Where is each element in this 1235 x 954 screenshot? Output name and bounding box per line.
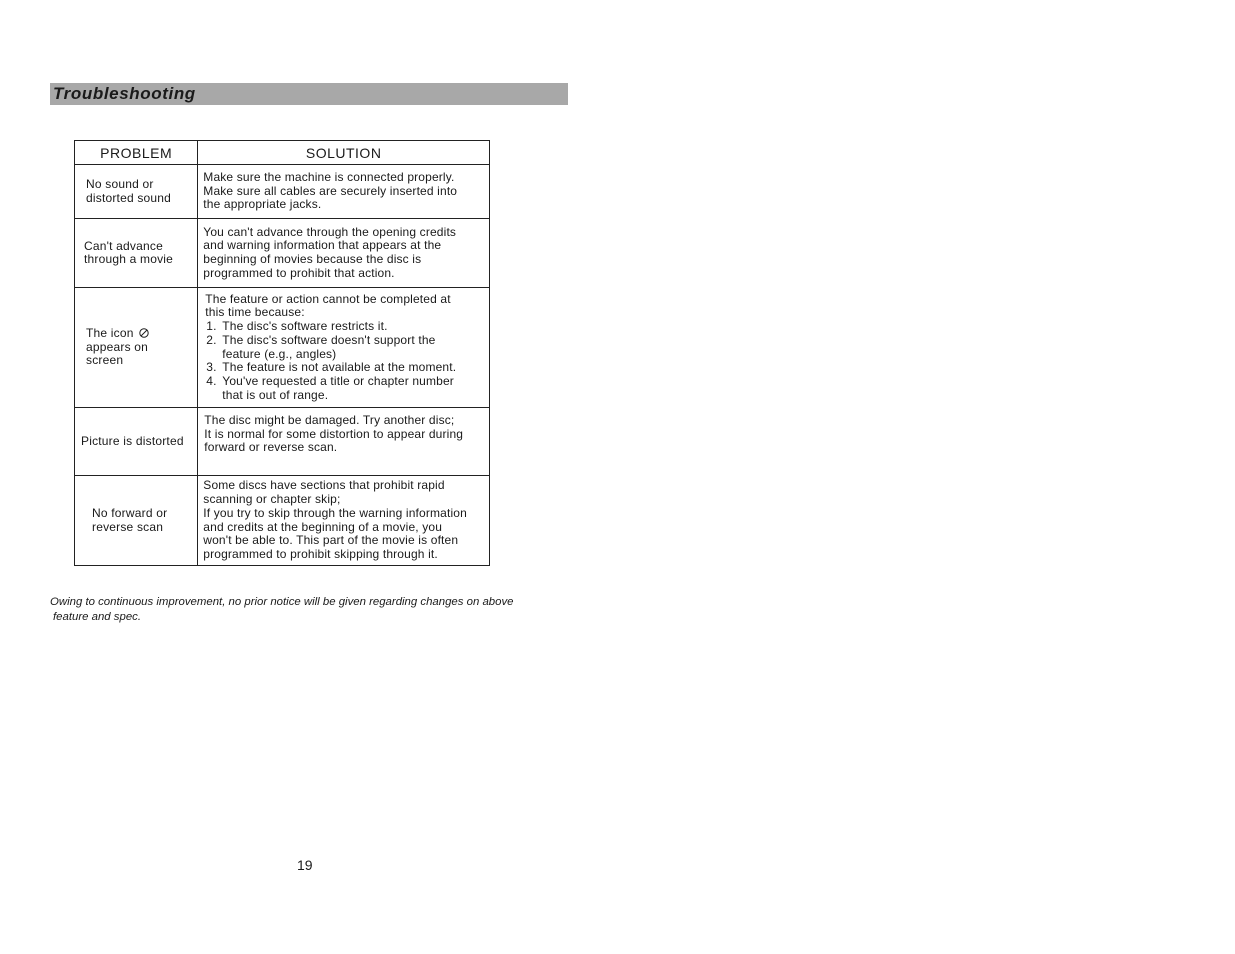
list-item [205, 361, 487, 375]
solution-text: Make sure the machine is connected properly. [203, 169, 455, 184]
solution-cell [198, 476, 490, 566]
solution-text: beginning of movies because the disc is [203, 252, 422, 266]
list-number: 4. [206, 373, 217, 388]
footnote-line: feature and spec. [53, 610, 142, 623]
solution-text: won't be able to. This part of the movie is often [203, 533, 459, 548]
problem-text: distorted sound [86, 190, 172, 205]
list-item-text: The feature is not available at the moment. [222, 360, 457, 375]
list-item-text: feature (e.g., angles) [222, 346, 337, 361]
table-row [75, 408, 490, 476]
table-row [75, 288, 490, 408]
prohibited-circle-icon [139, 328, 149, 338]
problem-cell [75, 476, 198, 566]
problem-cell [75, 219, 198, 288]
table-row [75, 476, 490, 566]
list-item [205, 320, 487, 334]
solution-text: The feature or action cannot be completed at [205, 291, 451, 306]
problem-text: No sound or [86, 177, 154, 191]
solution-text: The disc might be damaged. Try another disc; [204, 413, 455, 427]
solution-text: If you try to skip through the warning information [203, 505, 467, 520]
list-item-text: You've requested a title or chapter number [222, 373, 454, 388]
list-item-text: The disc's software doesn't support the [222, 332, 436, 347]
list-item-text: that is out of range. [222, 387, 329, 402]
problem-cell [75, 165, 198, 219]
solution-cell [198, 165, 490, 219]
problem-text: appears on [86, 339, 149, 354]
list-number: 3. [206, 360, 217, 375]
problem-text: screen [86, 353, 124, 368]
footnote-line: Owing to continuous improvement, no prior notice will be given regarding changes on above [50, 596, 514, 608]
solution-text: You can't advance through the opening credits [203, 224, 457, 239]
problem-line-with-icon [86, 327, 193, 341]
problem-text: The icon [86, 326, 134, 341]
list-item [205, 375, 487, 402]
section-title: Troubleshooting [53, 84, 196, 103]
solution-reason-list [205, 320, 487, 402]
troubleshooting-table [74, 140, 490, 566]
solution-text: this time because: [205, 305, 305, 320]
solution-text: programmed to prohibit that action. [203, 265, 395, 280]
table-header-row [75, 141, 490, 165]
problem-cell [75, 408, 198, 476]
solution-text: and credits at the beginning of a movie, you [203, 519, 443, 534]
solution-text: programmed to prohibit skipping through it. [203, 546, 438, 561]
solution-text: the appropriate jacks. [203, 197, 322, 212]
solution-column-header: SOLUTION [198, 141, 490, 165]
problem-text: Picture is distorted [81, 433, 184, 448]
problem-column-header: PROBLEM [75, 141, 198, 165]
list-item [205, 334, 487, 361]
solution-cell [198, 219, 490, 288]
problem-text: reverse scan [92, 519, 164, 534]
table-row [75, 165, 490, 219]
problem-text: No forward or [92, 506, 168, 520]
problem-text: through a movie [84, 252, 174, 266]
footnote [50, 595, 570, 624]
list-number: 1. [206, 319, 217, 334]
solution-text: Make sure all cables are securely inserted into [203, 183, 458, 198]
solution-text: Some discs have sections that prohibit rapid [203, 478, 445, 493]
solution-cell [198, 288, 490, 408]
solution-cell [198, 408, 490, 476]
list-item-text: The disc's software restricts it. [222, 319, 388, 334]
solution-text: scanning or chapter skip; [203, 492, 341, 507]
problem-cell [75, 288, 198, 408]
solution-text: It is normal for some distortion to appear during [204, 426, 464, 441]
solution-text: and warning information that appears at the [203, 238, 442, 253]
page-number: 19 [297, 857, 313, 873]
list-number: 2. [206, 332, 217, 347]
table-row [75, 219, 490, 288]
section-header-bar [50, 83, 568, 105]
solution-text: forward or reverse scan. [204, 440, 338, 455]
problem-text: Can't advance [84, 238, 163, 253]
